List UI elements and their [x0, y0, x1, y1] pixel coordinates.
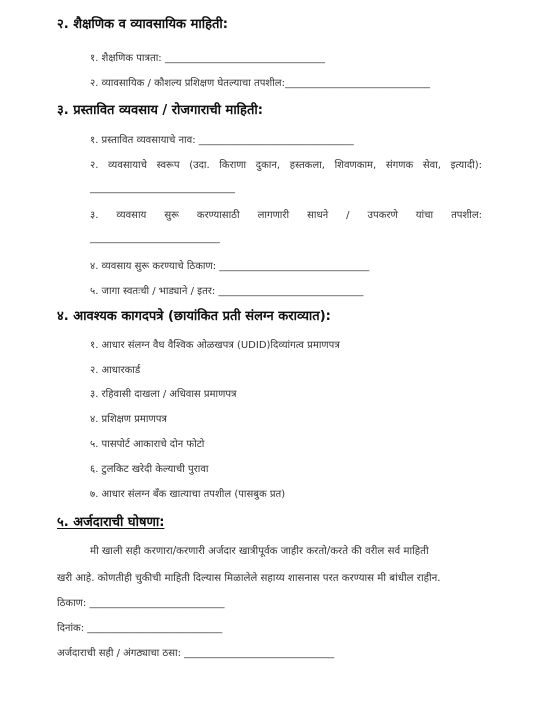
document-item: २. आधारकार्ड	[90, 365, 141, 376]
declaration-line-2: खरी आहे. कोणतीही चुकीची माहिती दिल्यास मिळालेले सहाय्य शासनास परत करण्यास मी बांधील राहीन.	[57, 573, 441, 584]
equipment-details-blank: __________________________	[90, 233, 220, 244]
declaration-paragraph	[57, 543, 482, 584]
business-location-field: ४. व्यवसाय सुरू करण्याचे ठिकाण: ______________________________	[90, 261, 370, 272]
section-2-heading: २. शैक्षणिक व व्यावसायिक माहिती:	[57, 17, 228, 32]
document-item: ७. आधार संलग्न बँक खात्याचा तपशील (पासबुक प्रत)	[90, 489, 286, 500]
document-item: ४. प्रशिक्षण प्रमाणपत्र	[90, 414, 167, 425]
business-nature-blank: _____________________________	[90, 183, 235, 194]
section-5-heading: ५. अर्जदाराची घोषणा:	[57, 515, 165, 530]
equipment-details-label: ३. व्यवसाय सुरू करण्यासाठी लागणारी साधने / उपकरणे यांचा तपशील:	[90, 210, 482, 221]
place-field: ठिकाण: ___________________________	[57, 598, 225, 609]
premises-ownership-field: ५. जागा स्वतःची / भाड्याने / इतर: _____________________________	[90, 286, 364, 297]
date-field: दिनांक: ___________________________	[57, 623, 223, 634]
document-item: ५. पासपोर्ट आकाराचे दोन फोटो	[90, 439, 205, 450]
section-3-heading: ३. प्रस्तावित व्यवसाय / रोजगाराची माहिती:	[57, 103, 263, 118]
business-nature-label: २. व्यवसायाचे स्वरूप (उदा. किराणा दुकान, हस्तकला, शिवणकाम, संगणक सेवा, इत्यादी):	[90, 160, 482, 171]
section-4-heading: ४. आवश्यक कागदपत्रे (छायांकित प्रती संलग्न कराव्यात):	[57, 309, 331, 324]
document-item: १. आधार संलग्न वैध वैश्विक ओळखपत्र (UDID)दिव्यांगत्व प्रमाणपत्र	[90, 340, 340, 351]
declaration-line-1: मी खाली सही करणारा/करणारी अर्जदार खात्रीपूर्वक जाहीर करतो/करते की वरील सर्व माहिती	[90, 546, 429, 557]
educational-qualification-field: १. शैक्षणिक पात्रता: ________________________________	[90, 53, 325, 64]
signature-field: अर्जदाराची सही / अंगठ्याचा ठसा: ______________________________	[57, 648, 335, 659]
business-name-field: १. प्रस्तावित व्यवसायाचे नाव: _______________________________	[90, 135, 354, 146]
document-item: ६. टुलकिट खरेदी केल्याची पुरावा	[90, 464, 209, 475]
vocational-training-field: २. व्यावसायिक / कौशल्य प्रशिक्षण घेतल्याचा तपशील:_____________________________	[90, 78, 430, 89]
document-item: ३. रहिवासी दाखला / अधिवास प्रमाणपत्र	[90, 389, 237, 400]
